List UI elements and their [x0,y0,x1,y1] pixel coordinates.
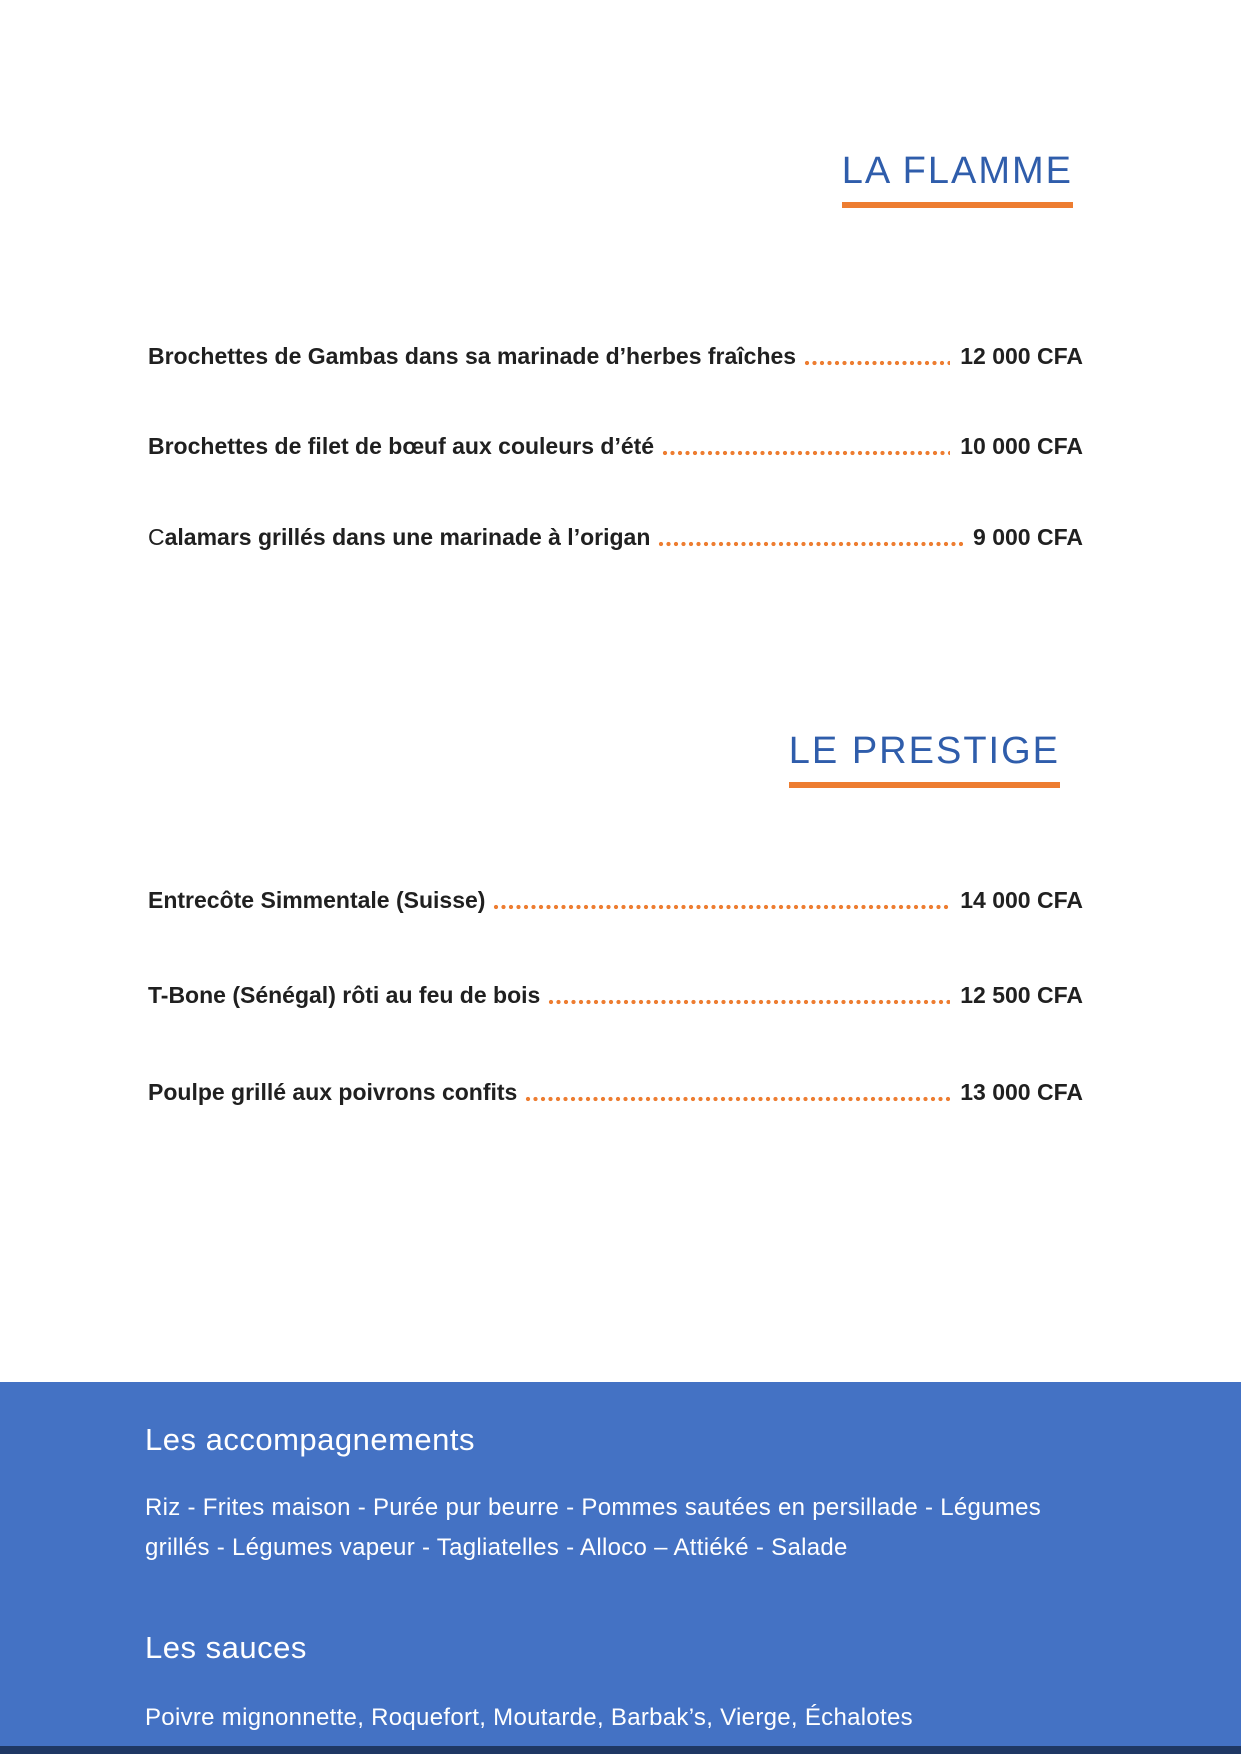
sauces-title: Les sauces [145,1630,307,1665]
item-name: T-Bone (Sénégal) rôti au feu de bois [148,982,541,1008]
section-title: LE PRESTIGE [789,730,1060,788]
menu-item [148,524,1083,551]
section-la-flamme-heading [842,150,1073,208]
item-price: 10 000 CFA [960,433,1083,459]
menu-item [148,887,1083,914]
dotted-leader [548,999,950,1005]
dotted-leader [493,904,950,910]
item-name: Entrecôte Simmentale (Suisse) [148,887,486,913]
section-le-prestige-heading [789,730,1060,788]
item-price: 13 000 CFA [960,1079,1083,1105]
dotted-leader [525,1096,950,1102]
item-price: 14 000 CFA [960,887,1083,913]
footer-panel [0,1382,1241,1754]
menu-item [148,343,1083,370]
item-price: 9 000 CFA [973,524,1083,550]
item-name: Brochettes de filet de bœuf aux couleurs d’été [148,433,655,459]
dotted-leader [658,541,963,547]
item-name: Poulpe grillé aux poivrons confits [148,1079,518,1105]
item-price: 12 000 CFA [960,343,1083,369]
section-title: LA FLAMME [842,150,1073,208]
item-name: Calamars grillés dans une marinade à l’origan [148,524,651,550]
menu-item [148,982,1083,1009]
dotted-leader [662,450,950,456]
accompaniments-text: Riz - Frites maison - Purée pur beurre - Pommes sautées en persillade - Légumes grillés - Légumes vapeur - Tagliatelles - Alloco – Attiéké - Salade [145,1494,1042,1561]
menu-item [148,1079,1083,1106]
accompaniments-title: Les accompagnements [145,1422,476,1457]
item-name: Brochettes de Gambas dans sa marinade d’herbes fraîches [148,343,797,369]
sauces-text: Poivre mignonnette, Roquefort, Moutarde, Barbak’s, Vierge, Échalotes [145,1704,913,1731]
menu-item [148,433,1083,460]
item-price: 12 500 CFA [960,982,1083,1008]
footer-bottom-strip [0,1746,1241,1754]
dotted-leader [804,360,950,366]
